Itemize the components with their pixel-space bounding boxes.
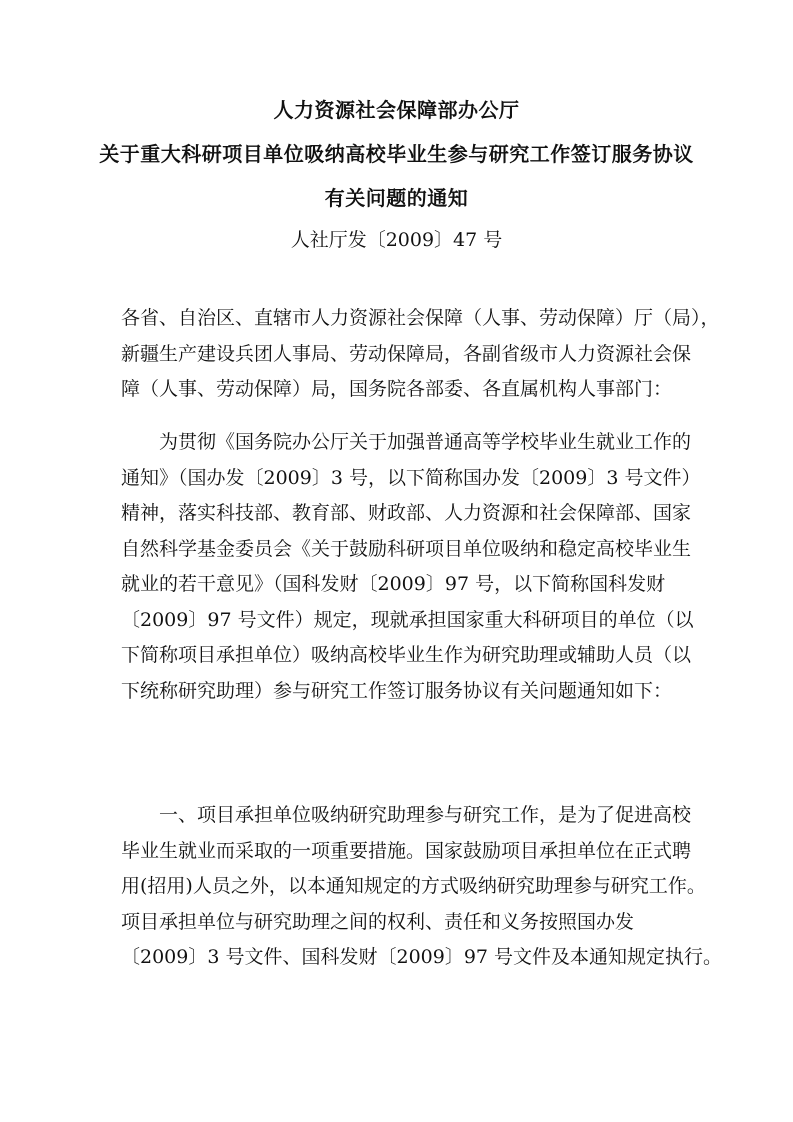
section-1-line: 用(招用)人员之外，以本通知规定的方式吸纳研究助理参与研究工作。 (121, 875, 706, 897)
intro-line: 下简称项目承担单位）吸纳高校毕业生作为研究助理或辅助人员（以 (121, 644, 692, 666)
intro-paragraph (121, 425, 701, 709)
section-1-paragraph (121, 798, 723, 976)
intro-line: 通知》（国办发〔2009〕3 号，以下简称国办发〔2009〕3 号文件） (121, 466, 701, 489)
addressee-line: 障（人事、劳动保障）局，国务院各部委、各直属机构人事部门： (121, 378, 673, 400)
section-1-line: 一、项目承担单位吸纳研究助理参与研究工作，是为了促进高校 (121, 804, 692, 826)
document-number: 人社厅发〔2009〕47 号 (290, 229, 503, 251)
intro-line: 精神，落实科技部、教育部、财政部、人力资源和社会保障部、国家 (121, 502, 692, 524)
section-1-line: 毕业生就业而采取的一项重要措施。国家鼓励项目承担单位在正式聘 (121, 839, 692, 862)
intro-line: 〔2009〕97 号文件）规定，现就承担国家重大科研项目的单位（以 (121, 608, 694, 631)
addressee-line: 各省、自治区、直辖市人力资源社会保障（人事、劳动保障）厅（局）， (121, 307, 720, 329)
section-1-line: 〔2009〕3 号文件、国科发财〔2009〕97 号文件及本通知规定执行。 (121, 946, 723, 968)
intro-line: 就业的若干意见》（国科发财〔2009〕97 号，以下简称国科发财 (121, 573, 666, 595)
document-title-line-2: 关于重大科研项目单位吸纳高校毕业生参与研究工作签订服务协议 (99, 142, 694, 166)
document-title-line-3: 有关问题的通知 (324, 186, 469, 210)
intro-line: 自然科学基金委员会《关于鼓励科研项目单位吸纳和稳定高校毕业生 (121, 537, 692, 560)
intro-line: 下统称研究助理）参与研究工作签订服务协议有关问题通知如下： (121, 679, 673, 702)
section-1-line: 项目承担单位与研究助理之间的权利、责任和义务按照国办发 (121, 910, 635, 933)
document-title-line-1: 人力资源社会保障部办公厅 (273, 98, 520, 122)
addressee-paragraph (121, 301, 720, 408)
addressee-line: 新疆生产建设兵团人事局、劳动保障局，各副省级市人力资源社会保 (121, 342, 692, 365)
intro-line: 为贯彻《国务院办公厅关于加强普通高等学校毕业生就业工作的 (121, 431, 692, 453)
